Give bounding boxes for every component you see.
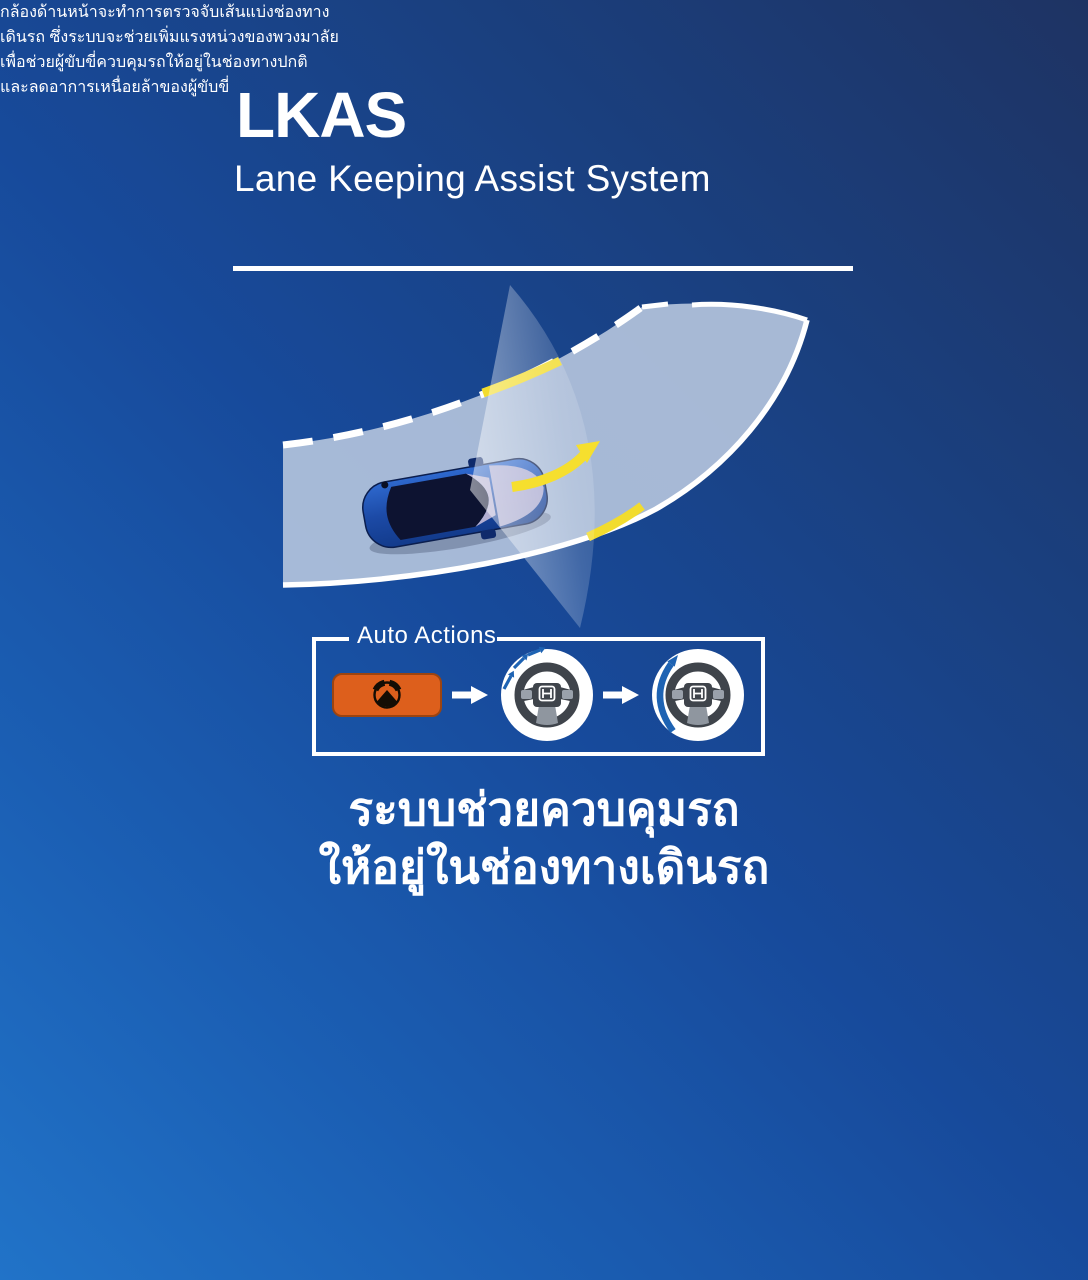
feature-heading: [0, 780, 1088, 896]
steering-wheel-vibration-icon: [500, 648, 594, 742]
divider: [233, 266, 853, 271]
feature-description-line: เพื่อช่วยผู้ขับขี่ควบคุมรถให้อยู่ในช่องทางปกติ: [0, 54, 308, 71]
auto-actions-label: Auto Actions: [357, 622, 497, 649]
road-top-edge-dash: [642, 304, 668, 307]
lane-warning-indicator-icon: [332, 673, 442, 717]
road-scene: [270, 293, 882, 638]
feature-heading-line: ระบบช่วยควบคุมรถ: [348, 783, 740, 835]
feature-heading-line: ให้อยู่ในช่องทางเดินรถ: [318, 841, 770, 893]
right-arrow-icon: [452, 684, 490, 706]
right-arrow-icon: [603, 684, 641, 706]
page-title: LKAS: [236, 79, 407, 151]
page-subtitle: Lane Keeping Assist System: [234, 158, 711, 199]
panel-border-segment: [497, 637, 765, 641]
lane-keeping-illustration: [270, 293, 882, 638]
auto-actions-panel: [312, 622, 765, 756]
auto-actions-row: [316, 637, 761, 752]
panel-border-segment: [312, 637, 349, 641]
steering-wheel-auto-turn-icon: [651, 648, 745, 742]
feature-description-line: กล้องด้านหน้าจะทำการตรวจจับเส้นแบ่งช่องทาง: [0, 4, 330, 21]
feature-description-line: และลดอาการเหนื่อยล้าของผู้ขับขี่: [0, 79, 230, 96]
feature-description-line: เดินรถ ซึ่งระบบจะช่วยเพิ่มแรงหน่วงของพวงมาลัย: [0, 29, 339, 46]
